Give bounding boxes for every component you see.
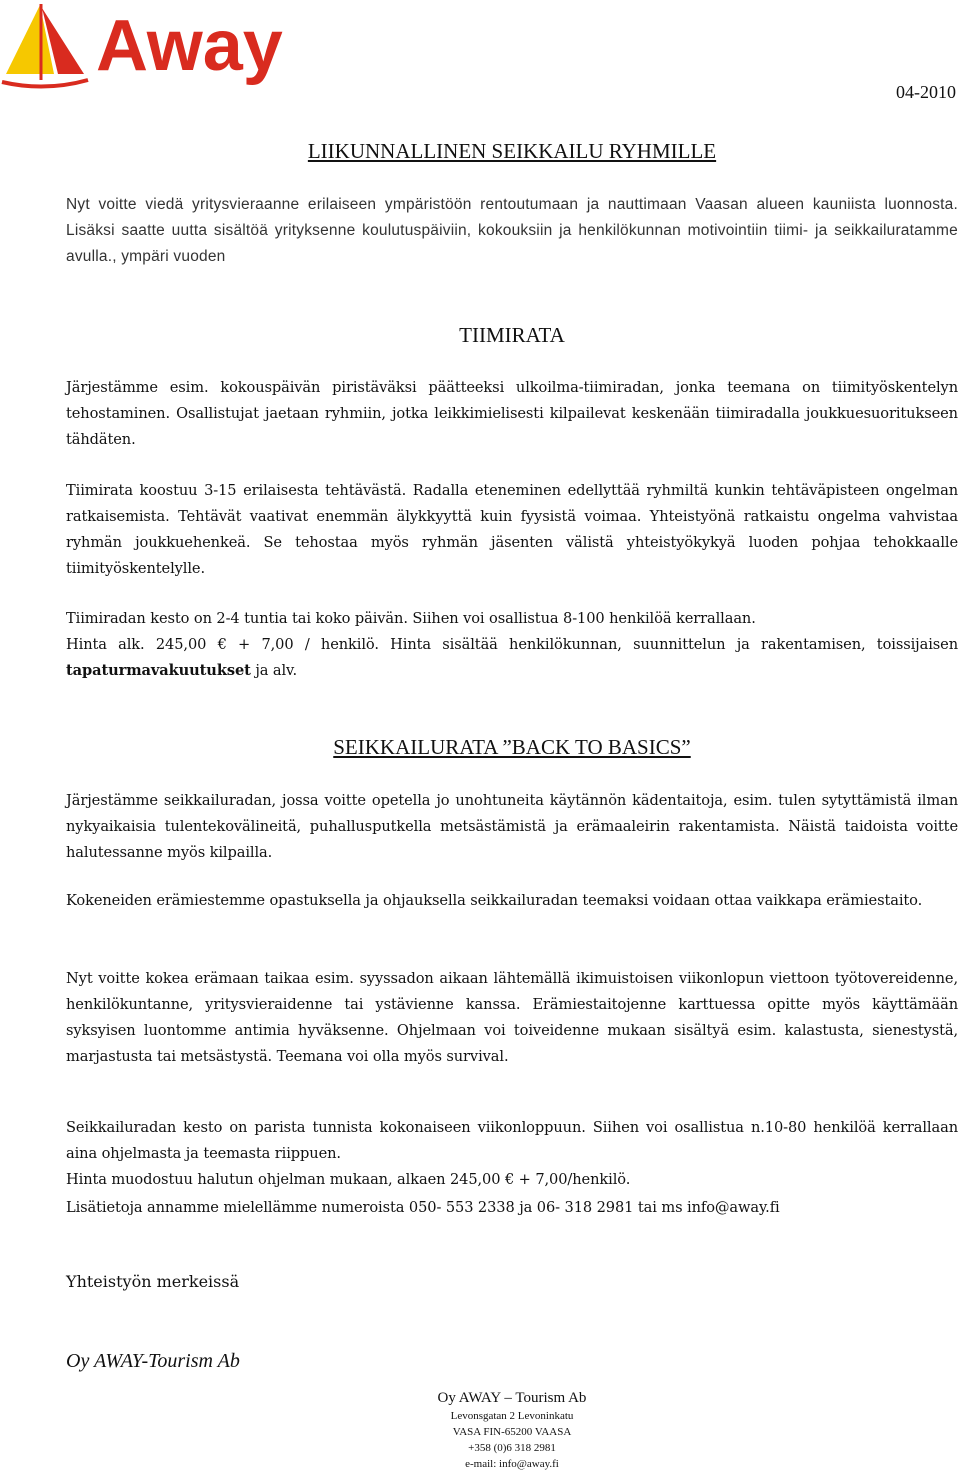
footer-email: e-mail: info@away.fi — [465, 1458, 559, 1470]
insurance-term: tapaturmavakuutukset — [66, 662, 251, 679]
seikkailurata-duration: Seikkailuradan kesto on parista tunnista kokonaiseen viikonloppuun. Siihen voi osallistua n.10-80 henkilöä kerrallaan aina ohjelmasta ja teemasta riippuen. — [66, 1119, 958, 1162]
title-seikkailurata: SEIKKAILURATA ”BACK TO BASICS” — [333, 735, 691, 759]
seikkailurata-paragraph-2: Kokeneiden erämiestemme opastuksella ja ohjauksella seikkailuradan teemaksi voidaan ottaa vaikkapa erämiestaito. — [66, 892, 923, 909]
contact-info: Lisätietoja annamme mielellämme numeroista 050- 553 2338 ja 06- 318 2981 tai ms info@away.fi — [66, 1199, 780, 1216]
away-logo — [0, 0, 330, 95]
footer-city: VASA FIN-65200 VAASA — [452, 1426, 572, 1438]
closing-greeting: Yhteistyön merkeissä — [66, 1272, 240, 1291]
title-liikunnallinen: LIIKUNNALLINEN SEIKKAILU RYHMILLE — [307, 139, 717, 163]
logo-sail-yellow — [6, 5, 54, 74]
seikkailurata-paragraph-4 — [66, 1115, 958, 1193]
seikkailurata-price: Hinta muodostuu halutun ohjelman mukaan, alkaen 245,00 € + 7,00/henkilö. — [66, 1171, 631, 1188]
intro-paragraph: Nyt voitte viedä yritysvieraanne erilaiseen ympäristöön rentoutumaan ja nauttimaan Vaasan alueen kauniista luonnosta. Lisäksi saatte uutta sisältöä yrityksenne koulutuspäiviin, kokouksiin ja henkilökunnan motivointiin tiimi- ja seikkailuratamme avulla., ympäri vuoden — [66, 196, 958, 265]
company-footer — [380, 1388, 644, 1472]
tiimirata-paragraph-3 — [66, 606, 958, 684]
title-tiimirata: TIIMIRATA — [459, 323, 565, 347]
tiimirata-duration: Tiimiradan kesto on 2-4 tuntia tai koko päivän. Siihen voi osallistua 8-100 henkilöä kerrallaan. — [66, 610, 756, 627]
footer-street: Levonsgatan 2 Levoninkatu — [450, 1410, 574, 1422]
logo-wordmark: Away — [96, 6, 283, 86]
signature: Oy AWAY-Tourism Ab — [66, 1350, 240, 1372]
seikkailurata-paragraph-3: Nyt voitte kokea erämaan taikaa esim. syyssadon aikaan lähtemällä ikimuistoisen viikonlopun viettoon työtovereidenne, henkilökuntanne, yritysvieraidenne tai ystävienne kanssa. Erämiestaitojenne karttuessa opitte myös käyttämään syksyisen luontomme antimia hyväksenne. Ohjelmaan voi toiveidenne mukaan sisältyä esim. kalastusta, sienestystä, marjastusta tai metsästystä. Teemana voi olla myös survival. — [66, 970, 958, 1065]
document-date: 04-2010 — [896, 82, 956, 102]
tiimirata-paragraph-1: Järjestämme esim. kokouspäivän piristäväksi päätteeksi ulkoilma-tiimiradan, jonka teemana on tiimityöskentelyn tehostaminen. Osallistujat jaetaan ryhmiin, jotka leikkimielisesti kilpailevat keskenään tiimiradalla joukkuesuoritukseen tähdäten. — [66, 379, 958, 448]
tiimirata-paragraph-2: Tiimirata koostuu 3-15 erilaisesta tehtävästä. Radalla eteneminen edellyttää ryhmiltä kunkin tehtäväpisteen ongelman ratkaisemista. Tehtävät vaativat enemmän älykkyyttä kuin fyysistä voimaa. Yhteistyönä ratkaistu ongelma vahvistaa ryhmän joukkuehenkeä. Se tehostaa myös ryhmän jäsenten välistä yhteistyökykyä luoden pohjaa tehokkaalle tiimityöskentelylle. — [66, 482, 958, 577]
footer-phone: +358 (0)6 318 2981 — [468, 1442, 556, 1454]
seikkailurata-paragraph-1: Järjestämme seikkailuradan, jossa voitte opetella jo unohtuneita käytännön kädentaitoja, esim. tulen sytyttämistä ilman nykyaikaisia tulentekovälineitä, puhallusputkella metsästämistä ja erämaaleirin rakentamista. Näistä taidoista voitte halutessanne myös kilpailla. — [66, 792, 958, 861]
footer-company: Oy AWAY – Tourism Ab — [437, 1390, 587, 1406]
tiimirata-price: Hinta alk. 245,00 € + 7,00 / henkilö. Hinta sisältää henkilökunnan, suunnittelun ja rakentamisen, toissijaisen tapaturmavakuutukset ja alv. — [66, 636, 958, 679]
